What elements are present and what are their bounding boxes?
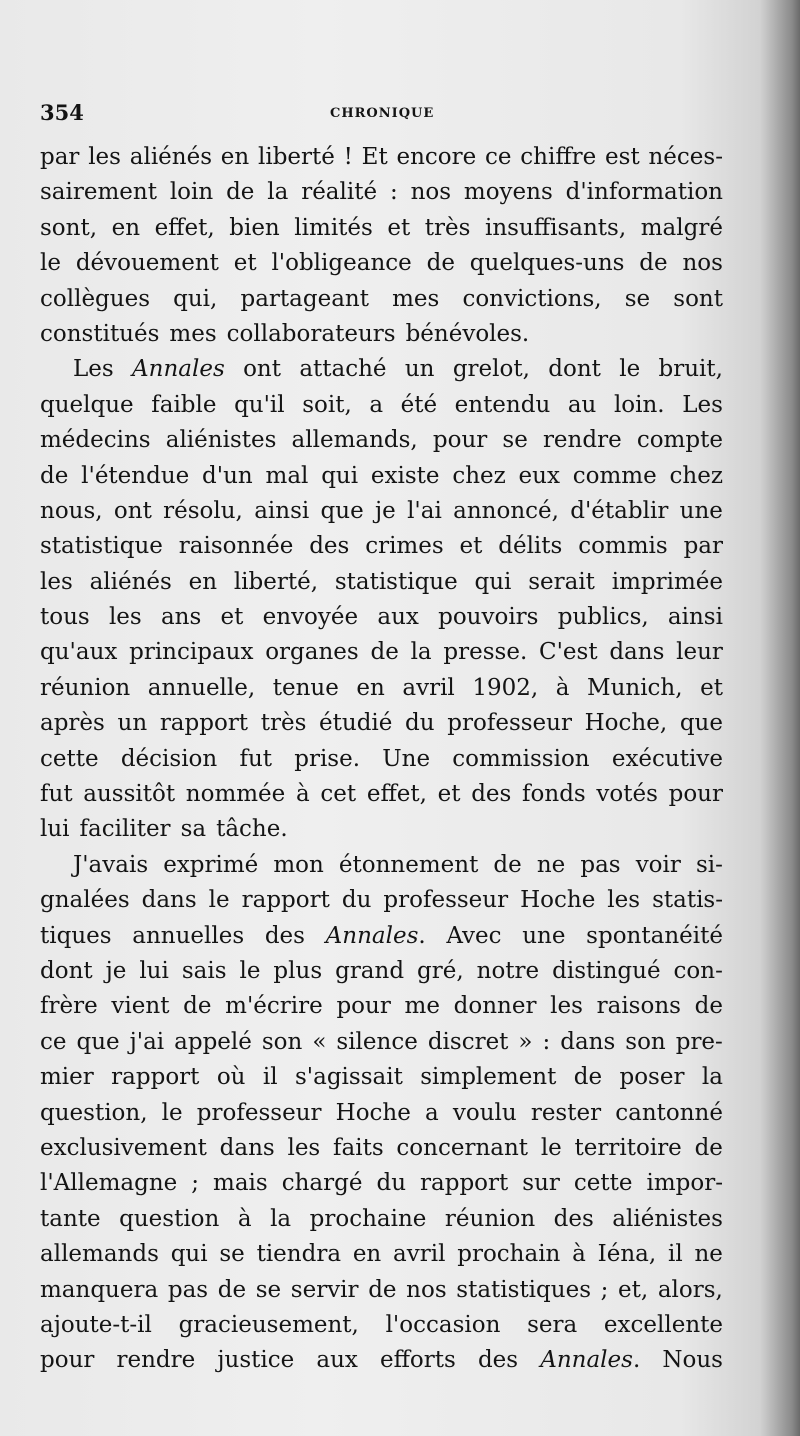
text-line: Les Annales ont attaché un grelot, dont le bruit, [73,356,723,383]
text-line: ajoute-t-il gracieusement, l'occasion sera excellente [40,1311,723,1338]
text-line: gnalées dans le rapport du professeur Hoche les statis- [40,887,723,914]
text-line: ce que j'ai appelé son « silence discret » : dans son pre- [40,1028,723,1055]
text-line: réunion annuelle, tenue en avril 1902, à Munich, et [40,674,723,701]
text-line: constitués mes collaborateurs bénévoles. [40,320,530,347]
text-line: statistique raisonnée des crimes et délits commis par [40,533,723,560]
text-line: allemands qui se tiendra en avril prochain à Iéna, il ne [40,1241,723,1268]
text-line: dont je lui sais le plus grand gré, notre distingué con- [40,957,723,984]
text-line: quelque faible qu'il soit, a été entendu au loin. Les [40,391,723,418]
running-head: CHRONIQUE [330,106,435,121]
text-line: pour rendre justice aux efforts des Annales. Nous [40,1347,723,1374]
text-line: frère vient de m'écrire pour me donner les raisons de [40,993,723,1020]
text-line: nous, ont résolu, ainsi que je l'ai annoncé, d'établir une [40,497,723,524]
text-line: question, le professeur Hoche a voulu rester cantonné [40,1099,723,1126]
text-line: fut aussitôt nommée à cet effet, et des fonds votés pour [40,781,723,808]
text-line: exclusivement dans les faits concernant le territoire de [40,1134,723,1161]
text-line: le dévouement et l'obligeance de quelques-uns de nos [40,250,723,277]
body-text [40,140,723,1379]
text-line: de l'étendue d'un mal qui existe chez eux comme chez [40,462,723,489]
text-line: cette décision fut prise. Une commission exécutive [40,745,723,772]
text-line: l'Allemagne ; mais chargé du rapport sur cette impor- [40,1170,723,1197]
text-line: sont, en effet, bien limités et très insuffisants, malgré [40,214,723,241]
text-line: J'avais exprimé mon étonnement de ne pas voir si- [73,851,723,878]
text-line: tiques annuelles des Annales. Avec une spontanéité [40,922,723,949]
page-number: 354 [40,100,84,125]
text-line: les aliénés en liberté, statistique qui serait imprimée [40,568,723,595]
text-line: lui faciliter sa tâche. [40,816,288,843]
text-line: sairement loin de la réalité : nos moyens d'information [40,179,723,206]
text-line: médecins aliénistes allemands, pour se rendre compte [40,427,723,454]
text-line: mier rapport où il s'agissait simplement de poser la [40,1064,723,1091]
text-line: tous les ans et envoyée aux pouvoirs publics, ainsi [40,604,723,631]
text-line: tante question à la prochaine réunion des aliénistes [40,1205,723,1232]
text-line: manquera pas de se servir de nos statistiques ; et, alors, [40,1276,723,1303]
text-line: après un rapport très étudié du professeur Hoche, que [40,710,723,737]
page-header [40,100,720,130]
text-line: qu'aux principaux organes de la presse. C'est dans leur [40,639,723,666]
text-line: collègues qui, partageant mes convictions, se sont [40,285,723,312]
text-line: par les aliénés en liberté ! Et encore ce chiffre est néces- [40,144,723,170]
